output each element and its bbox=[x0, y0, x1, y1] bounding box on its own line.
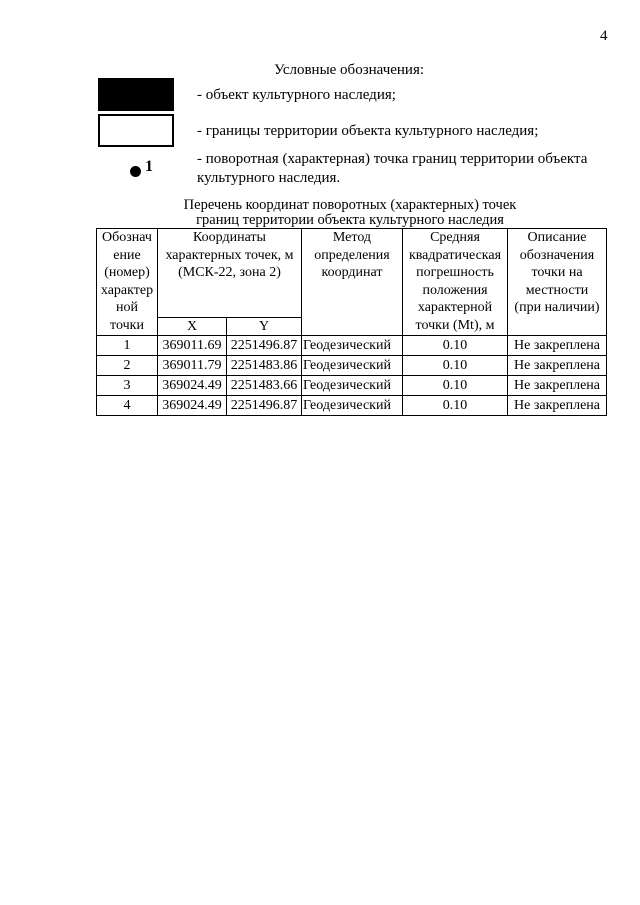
cell-number: 1 bbox=[97, 336, 158, 356]
header-coordinates: Координаты характерных точек, м (МСК-22, зона 2) bbox=[158, 229, 302, 318]
cell-number: 4 bbox=[97, 396, 158, 416]
cell-description: Не закреплена bbox=[508, 336, 607, 356]
cell-error: 0.10 bbox=[403, 356, 508, 376]
cell-description: Не закреплена bbox=[508, 396, 607, 416]
cell-y: 2251496.87 bbox=[227, 336, 302, 356]
table-row bbox=[97, 336, 607, 356]
heritage-object-symbol bbox=[98, 78, 174, 111]
table-row bbox=[97, 376, 607, 396]
turning-point-label: 1 bbox=[145, 158, 153, 175]
page-number: 4 bbox=[600, 28, 608, 44]
header-y: Y bbox=[227, 317, 302, 336]
cell-method: Геодезический bbox=[302, 336, 403, 356]
cell-description: Не закреплена bbox=[508, 376, 607, 396]
header-x: X bbox=[158, 317, 227, 336]
cell-y: 2251483.66 bbox=[227, 376, 302, 396]
cell-error: 0.10 bbox=[403, 336, 508, 356]
table-title-line-2: границ территории объекта культурного наследия bbox=[196, 212, 504, 228]
table-row bbox=[97, 396, 607, 416]
cell-x: 369024.49 bbox=[158, 376, 227, 396]
legend-item-boundary: - границы территории объекта культурного наследия; bbox=[197, 123, 539, 139]
cell-number: 3 bbox=[97, 376, 158, 396]
table-row bbox=[97, 356, 607, 376]
legend-item-object: - объект культурного наследия; bbox=[197, 87, 396, 103]
cell-x: 369024.49 bbox=[158, 396, 227, 416]
cell-x: 369011.69 bbox=[158, 336, 227, 356]
header-point-number: Обознач ение (номер) характер ной точки bbox=[97, 229, 158, 336]
cell-method: Геодезический bbox=[302, 356, 403, 376]
cell-method: Геодезический bbox=[302, 376, 403, 396]
header-description: Описание обозначения точки на местности (при наличии) bbox=[508, 229, 607, 336]
cell-number: 2 bbox=[97, 356, 158, 376]
cell-description: Не закреплена bbox=[508, 356, 607, 376]
cell-x: 369011.79 bbox=[158, 356, 227, 376]
cell-method: Геодезический bbox=[302, 396, 403, 416]
turning-point-dot-icon bbox=[130, 166, 141, 177]
header-error: Средняя квадратическая погрешность положения характерной точки (Mt), м bbox=[403, 229, 508, 336]
cell-error: 0.10 bbox=[403, 376, 508, 396]
cell-error: 0.10 bbox=[403, 396, 508, 416]
table-title bbox=[140, 198, 560, 228]
legend-item-point: - поворотная (характерная) точка границ территории объекта культурного наследия. bbox=[197, 151, 588, 186]
header-method: Метод определения координат bbox=[302, 229, 403, 336]
territory-boundary-symbol bbox=[98, 114, 174, 147]
table-title-line-1: Перечень координат поворотных (характерных) точек bbox=[183, 197, 517, 213]
coordinates-table bbox=[96, 228, 607, 416]
cell-y: 2251483.86 bbox=[227, 356, 302, 376]
legend-title: Условные обозначения: bbox=[274, 62, 425, 78]
cell-y: 2251496.87 bbox=[227, 396, 302, 416]
